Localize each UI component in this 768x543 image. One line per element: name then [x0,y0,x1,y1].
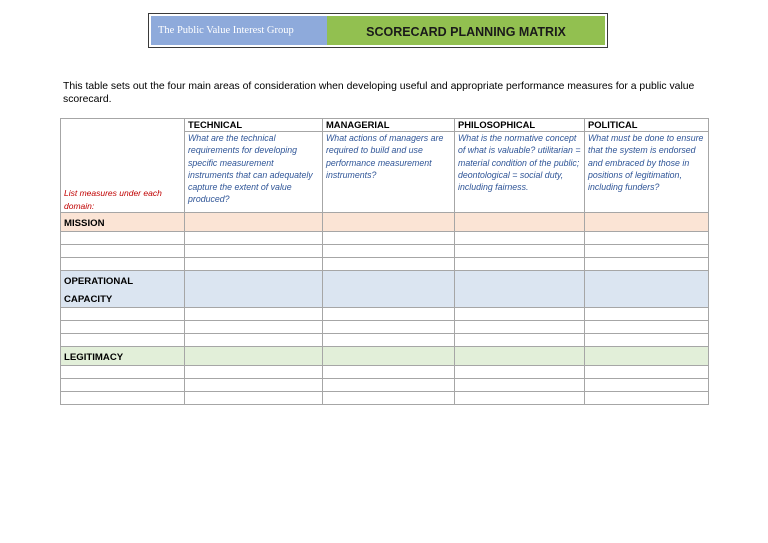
table-cell[interactable] [185,213,323,232]
table-cell[interactable] [455,232,585,245]
intro-paragraph: This table sets out the four main areas of consideration when developing useful and appropriate performance measures for a public value scorecard. [63,81,695,105]
table-cell[interactable] [61,245,185,258]
column-heading-political: POLITICAL [585,119,709,132]
table-cell[interactable] [61,366,185,379]
table-cell[interactable] [61,232,185,245]
column-description-political: What must be done to ensure that the system is endorsed and embraced by those in positions of legitimation, including funders? [585,132,709,213]
table-cell[interactable] [61,321,185,334]
column-heading-managerial: MANAGERIAL [323,119,455,132]
section-row-legitimacy [61,347,709,366]
column-heading-philosophical: PHILOSOPHICAL [455,119,585,132]
table-cell[interactable] [585,392,709,405]
table-cell[interactable] [455,347,585,366]
table-row [61,379,709,392]
table-cell[interactable] [323,334,455,347]
table-cell[interactable] [185,334,323,347]
table-cell[interactable] [185,321,323,334]
table-cell[interactable] [61,308,185,321]
header-banner [148,13,608,48]
table-cell[interactable] [323,347,455,366]
section-label-cell [61,347,185,366]
table-cell[interactable] [323,258,455,271]
column-heading-row [61,119,709,132]
table-row [61,334,709,347]
table-cell[interactable] [185,379,323,392]
table-cell[interactable] [455,379,585,392]
table-cell[interactable] [61,258,185,271]
section-row-mission [61,213,709,232]
table-cell[interactable] [585,258,709,271]
table-cell[interactable] [185,232,323,245]
table-cell[interactable] [323,366,455,379]
table-cell[interactable] [455,308,585,321]
section-row-operational-capacity [61,271,709,308]
table-cell[interactable] [455,245,585,258]
table-cell[interactable] [61,392,185,405]
table-row [61,392,709,405]
table-cell[interactable] [323,379,455,392]
table-cell[interactable] [61,334,185,347]
table-cell[interactable] [455,392,585,405]
table-cell[interactable] [585,271,709,308]
table-cell[interactable] [585,334,709,347]
table-cell[interactable] [455,258,585,271]
table-cell[interactable] [185,366,323,379]
section-label-cell [61,213,185,232]
table-row [61,366,709,379]
table-cell[interactable] [185,245,323,258]
table-cell[interactable] [585,347,709,366]
table-cell[interactable] [61,379,185,392]
table-row [61,258,709,271]
table-cell[interactable] [323,271,455,308]
column-description-philosophical: What is the normative concept of what is valuable? utilitarian = material condition of the public; deontological = social duty, including fairness. [455,132,585,213]
page-title: SCORECARD PLANNING MATRIX [327,16,605,45]
section-label-operational-capacity: OPERATIONAL CAPACITY [64,276,133,305]
table-row [61,245,709,258]
section-label-legitimacy: LEGITIMACY [64,352,124,363]
table-cell[interactable] [455,334,585,347]
table-cell[interactable] [185,308,323,321]
table-row [61,321,709,334]
scorecard-matrix-table [60,118,709,405]
row-label-header-cell [61,119,185,213]
table-cell[interactable] [185,392,323,405]
table-cell[interactable] [323,321,455,334]
column-description-managerial: What actions of managers are required to build and use performance measurement instruments? [323,132,455,213]
table-cell[interactable] [585,321,709,334]
table-cell[interactable] [455,271,585,308]
table-cell[interactable] [323,245,455,258]
table-cell[interactable] [585,213,709,232]
table-cell[interactable] [323,213,455,232]
table-row [61,232,709,245]
section-label-cell [61,271,185,308]
table-cell[interactable] [185,271,323,308]
table-cell[interactable] [323,232,455,245]
table-cell[interactable] [585,379,709,392]
table-cell[interactable] [585,366,709,379]
table-row [61,308,709,321]
table-cell[interactable] [323,392,455,405]
table-cell[interactable] [455,213,585,232]
column-heading-technical: TECHNICAL [185,119,323,132]
table-cell[interactable] [185,258,323,271]
org-name: The Public Value Interest Group [151,16,327,45]
table-cell[interactable] [585,232,709,245]
table-cell[interactable] [185,347,323,366]
table-cell[interactable] [455,321,585,334]
table-cell[interactable] [585,308,709,321]
row-label-note: List measures under each domain: [64,188,162,211]
table-cell[interactable] [585,245,709,258]
section-label-mission: MISSION [64,218,105,229]
column-description-technical: What are the technical requirements for developing specific measurement instruments that can adequately capture the extent of value produced? [185,132,323,213]
table-cell[interactable] [455,366,585,379]
table-cell[interactable] [323,308,455,321]
